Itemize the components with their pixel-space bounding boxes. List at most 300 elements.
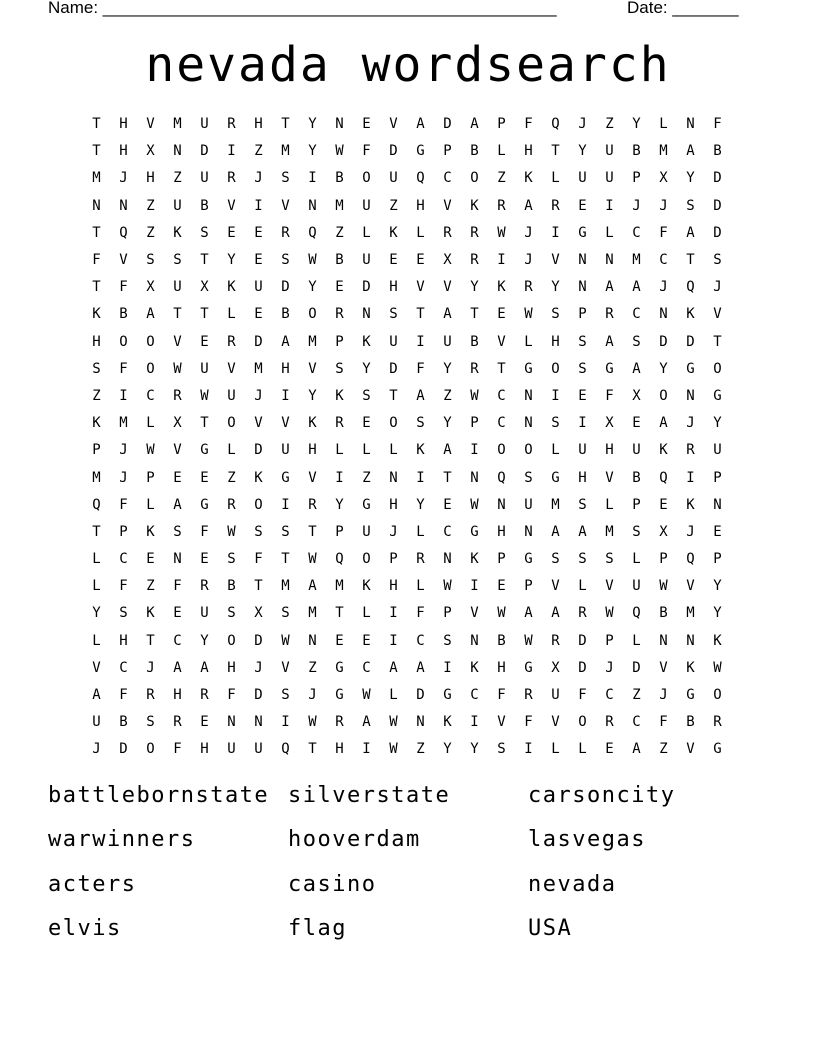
grid-cell: W [470,496,479,513]
grid-cell: K [416,442,425,459]
grid-cell: L [551,442,560,459]
grid-cell: H [281,360,290,377]
grid-cell: X [443,252,452,269]
grid-cell: A [524,605,533,622]
grid-cell: L [416,523,425,540]
grid-cell: T [443,469,452,486]
name-field-label: Name: ________________________________________________ [48,0,557,17]
grid-cell: A [605,279,614,296]
grid-cell: N [308,197,317,214]
grid-cell: V [227,197,236,214]
grid-cell: Q [551,116,560,133]
grid-cell: K [308,415,317,432]
grid-cell: R [686,442,695,459]
grid-cell: H [497,659,506,676]
grid-cell: B [335,252,344,269]
grid-cell: I [578,415,587,432]
grid-row [83,111,731,138]
grid-cell: I [119,387,128,404]
grid-row [83,736,731,763]
grid-cell: V [497,714,506,731]
grid-cell: L [227,306,236,323]
grid-cell: L [551,741,560,758]
grid-cell: M [92,469,101,486]
grid-cell: L [227,442,236,459]
word-list-item: USA [528,915,573,941]
grid-cell: J [119,442,128,459]
grid-cell: S [713,252,722,269]
word-list-item: hooverdam [288,827,421,853]
grid-row [83,356,731,383]
grid-cell: Y [551,279,560,296]
grid-cell: I [443,659,452,676]
grid-cell: S [605,551,614,568]
grid-cell: N [470,632,479,649]
grid-cell: G [335,659,344,676]
grid-cell: K [497,279,506,296]
grid-cell: B [497,632,506,649]
grid-cell: J [254,170,263,187]
grid-cell: G [362,496,371,513]
grid-cell: A [389,659,398,676]
grid-cell: P [443,143,452,160]
word-list-item: warwinners [48,827,196,853]
grid-cell: N [173,551,182,568]
grid-cell: Y [227,252,236,269]
grid-cell: R [173,714,182,731]
grid-cell: Q [92,496,101,513]
grid-cell: B [119,306,128,323]
grid-cell: J [254,387,263,404]
grid-cell: A [686,224,695,241]
grid-cell: N [254,714,263,731]
grid-cell: J [605,659,614,676]
grid-cell: B [281,306,290,323]
grid-cell: X [200,279,209,296]
grid-cell: G [200,496,209,513]
grid-cell: C [119,659,128,676]
grid-cell: L [146,415,155,432]
grid-cell: M [632,252,641,269]
grid-cell: S [578,333,587,350]
grid-cell: U [524,496,533,513]
grid-cell: R [551,197,560,214]
grid-cell: N [335,116,344,133]
grid-cell: I [551,387,560,404]
grid-cell: M [173,116,182,133]
grid-cell: L [605,224,614,241]
grid-cell: O [551,360,560,377]
grid-row [83,138,731,165]
grid-cell: E [362,415,371,432]
grid-cell: K [389,224,398,241]
grid-cell: P [578,306,587,323]
grid-cell: R [470,360,479,377]
grid-cell: R [308,496,317,513]
grid-cell: Z [497,170,506,187]
grid-cell: F [416,605,425,622]
grid-cell: G [686,360,695,377]
word-list-item: acters [48,871,137,897]
grid-cell: N [416,714,425,731]
grid-cell: C [632,306,641,323]
grid-cell: Z [146,224,155,241]
grid-cell: M [605,523,614,540]
grid-cell: S [173,252,182,269]
grid-cell: D [389,143,398,160]
grid-cell: U [551,687,560,704]
grid-row [83,709,731,736]
grid-cell: E [146,551,155,568]
grid-cell: N [713,496,722,513]
grid-cell: V [416,279,425,296]
grid-cell: Q [119,224,128,241]
grid-cell: L [92,578,101,595]
grid-cell: V [308,469,317,486]
grid-cell: C [443,170,452,187]
grid-cell: Q [632,605,641,622]
grid-cell: S [200,224,209,241]
grid-cell: G [524,551,533,568]
grid-cell: S [254,523,263,540]
grid-cell: A [281,333,290,350]
grid-cell: F [173,578,182,595]
grid-cell: R [524,279,533,296]
grid-cell: E [335,279,344,296]
grid-cell: L [335,442,344,459]
grid-cell: J [659,687,668,704]
grid-cell: M [308,333,317,350]
grid-cell: Z [632,687,641,704]
grid-cell: N [605,252,614,269]
grid-cell: H [173,687,182,704]
grid-cell: V [686,741,695,758]
grid-cell: A [578,523,587,540]
grid-cell: D [362,279,371,296]
grid-cell: X [146,143,155,160]
grid-cell: K [659,442,668,459]
grid-cell: N [524,387,533,404]
grid-cell: T [92,279,101,296]
grid-cell: M [281,143,290,160]
grid-cell: G [713,387,722,404]
grid-cell: M [335,578,344,595]
grid-cell: U [632,578,641,595]
grid-cell: P [443,605,452,622]
grid-cell: H [92,333,101,350]
grid-cell: A [632,279,641,296]
grid-cell: O [470,170,479,187]
grid-cell: F [524,116,533,133]
grid-cell: S [497,741,506,758]
grid-cell: R [713,714,722,731]
grid-row [83,383,731,410]
grid-cell: B [200,197,209,214]
grid-cell: D [389,360,398,377]
grid-cell: F [200,523,209,540]
grid-cell: U [173,279,182,296]
grid-cell: I [281,387,290,404]
grid-cell: R [335,415,344,432]
grid-cell: R [605,306,614,323]
grid-cell: D [281,279,290,296]
grid-cell: N [524,523,533,540]
grid-cell: A [146,306,155,323]
grid-cell: K [686,496,695,513]
grid-cell: C [659,252,668,269]
grid-cell: R [200,578,209,595]
grid-cell: S [227,551,236,568]
grid-cell: R [227,170,236,187]
grid-cell: Z [362,469,371,486]
grid-cell: R [335,714,344,731]
grid-cell: W [659,578,668,595]
grid-cell: L [551,170,560,187]
word-list [48,780,768,957]
grid-cell: I [470,714,479,731]
grid-cell: Z [443,387,452,404]
grid-row [83,464,731,491]
grid-cell: O [713,687,722,704]
grid-cell: M [281,578,290,595]
grid-cell: E [362,116,371,133]
puzzle-title: nevada wordsearch [145,37,671,93]
grid-cell: D [713,170,722,187]
grid-cell: T [254,578,263,595]
grid-cell: U [713,442,722,459]
grid-cell: U [200,360,209,377]
grid-cell: H [524,143,533,160]
grid-cell: L [632,632,641,649]
grid-cell: H [389,578,398,595]
grid-cell: E [200,714,209,731]
grid-cell: W [227,523,236,540]
grid-cell: V [443,279,452,296]
grid-cell: A [686,143,695,160]
grid-cell: A [416,116,425,133]
grid-cell: R [497,197,506,214]
grid-cell: B [632,143,641,160]
grid-cell: E [227,224,236,241]
grid-cell: T [713,333,722,350]
grid-cell: K [362,333,371,350]
grid-cell: A [443,442,452,459]
grid-cell: L [92,551,101,568]
date-field-label: Date: _______ [627,0,739,17]
grid-cell: W [281,632,290,649]
grid-cell: W [443,578,452,595]
grid-cell: C [497,387,506,404]
grid-cell: E [335,632,344,649]
grid-cell: E [443,496,452,513]
grid-cell: H [119,116,128,133]
grid-cell: L [389,442,398,459]
grid-cell: U [227,741,236,758]
grid-cell: Y [308,116,317,133]
grid-cell: T [686,252,695,269]
grid-cell: N [470,469,479,486]
grid-cell: W [200,387,209,404]
grid-cell: Q [281,741,290,758]
grid-cell: J [254,659,263,676]
grid-cell: R [281,224,290,241]
grid-cell: Z [92,387,101,404]
grid-cell: E [254,224,263,241]
grid-cell: Y [200,632,209,649]
grid-cell: E [578,197,587,214]
grid-cell: H [119,632,128,649]
grid-cell: I [335,469,344,486]
grid-cell: N [92,197,101,214]
grid-cell: D [578,659,587,676]
grid-cell: A [470,116,479,133]
grid-cell: N [497,496,506,513]
grid-cell: K [92,306,101,323]
grid-cell: P [632,170,641,187]
grid-cell: L [605,496,614,513]
grid-cell: Y [362,360,371,377]
grid-cell: G [470,523,479,540]
grid-cell: V [551,578,560,595]
grid-cell: D [119,741,128,758]
grid-cell: W [524,632,533,649]
grid-cell: H [254,116,263,133]
grid-cell: C [362,659,371,676]
grid-row [83,329,731,356]
grid-cell: B [119,714,128,731]
grid-cell: V [605,469,614,486]
grid-cell: E [173,469,182,486]
grid-cell: R [227,333,236,350]
grid-cell: V [308,360,317,377]
grid-cell: C [146,387,155,404]
grid-cell: H [416,197,425,214]
grid-cell: D [254,687,263,704]
grid-cell: T [200,306,209,323]
grid-cell: P [146,469,155,486]
grid-cell: E [200,333,209,350]
grid-row [83,655,731,682]
grid-cell: J [686,415,695,432]
grid-cell: O [389,415,398,432]
grid-cell: Y [308,143,317,160]
grid-cell: E [254,306,263,323]
grid-cell: I [281,496,290,513]
grid-cell: N [578,252,587,269]
grid-cell: W [605,605,614,622]
grid-row [83,301,731,328]
grid-cell: T [146,632,155,649]
grid-cell: W [713,659,722,676]
grid-cell: B [713,143,722,160]
grid-cell: E [632,415,641,432]
grid-cell: D [713,197,722,214]
grid-cell: V [389,116,398,133]
grid-cell: J [659,197,668,214]
grid-cell: O [362,551,371,568]
grid-cell: L [524,333,533,350]
grid-cell: S [578,496,587,513]
grid-row [83,165,731,192]
grid-cell: P [119,523,128,540]
word-list-item: lasvegas [528,827,646,853]
grid-cell: D [713,224,722,241]
grid-cell: T [92,116,101,133]
grid-cell: Y [443,741,452,758]
grid-cell: S [281,605,290,622]
grid-cell: P [92,442,101,459]
grid-cell: J [92,741,101,758]
grid-cell: W [389,714,398,731]
grid-cell: W [335,143,344,160]
grid-cell: A [443,306,452,323]
grid-cell: Z [227,469,236,486]
grid-cell: Y [686,170,695,187]
grid-cell: K [335,387,344,404]
grid-cell: E [713,523,722,540]
grid-cell: L [92,632,101,649]
grid-cell: G [524,360,533,377]
grid-cell: E [200,551,209,568]
grid-cell: V [551,252,560,269]
grid-cell: W [389,741,398,758]
grid-cell: U [200,116,209,133]
grid-cell: G [200,442,209,459]
grid-row [83,193,731,220]
grid-cell: Z [416,741,425,758]
grid-cell: M [686,605,695,622]
grid-cell: I [497,252,506,269]
grid-cell: T [92,224,101,241]
grid-cell: S [524,469,533,486]
grid-cell: K [146,605,155,622]
grid-cell: B [470,333,479,350]
grid-cell: J [632,197,641,214]
grid-cell: M [254,360,263,377]
grid-cell: Q [659,469,668,486]
grid-cell: I [227,143,236,160]
grid-cell: L [416,224,425,241]
grid-cell: K [443,714,452,731]
grid-cell: I [524,741,533,758]
grid-cell: N [686,116,695,133]
grid-cell: W [146,442,155,459]
grid-row [83,492,731,519]
grid-cell: M [119,415,128,432]
grid-cell: F [254,551,263,568]
grid-cell: M [551,496,560,513]
grid-cell: C [119,551,128,568]
grid-cell: E [254,252,263,269]
grid-cell: K [713,632,722,649]
grid-cell: H [227,659,236,676]
grid-cell: U [389,170,398,187]
grid-cell: K [470,197,479,214]
grid-row [83,682,731,709]
grid-cell: H [605,442,614,459]
grid-cell: P [497,116,506,133]
grid-cell: H [335,741,344,758]
grid-cell: R [470,224,479,241]
grid-cell: J [146,659,155,676]
grid-cell: A [659,415,668,432]
grid-cell: D [416,687,425,704]
grid-cell: W [524,306,533,323]
grid-cell: P [470,415,479,432]
grid-cell: F [524,714,533,731]
grid-cell: J [659,279,668,296]
grid-cell: U [200,605,209,622]
